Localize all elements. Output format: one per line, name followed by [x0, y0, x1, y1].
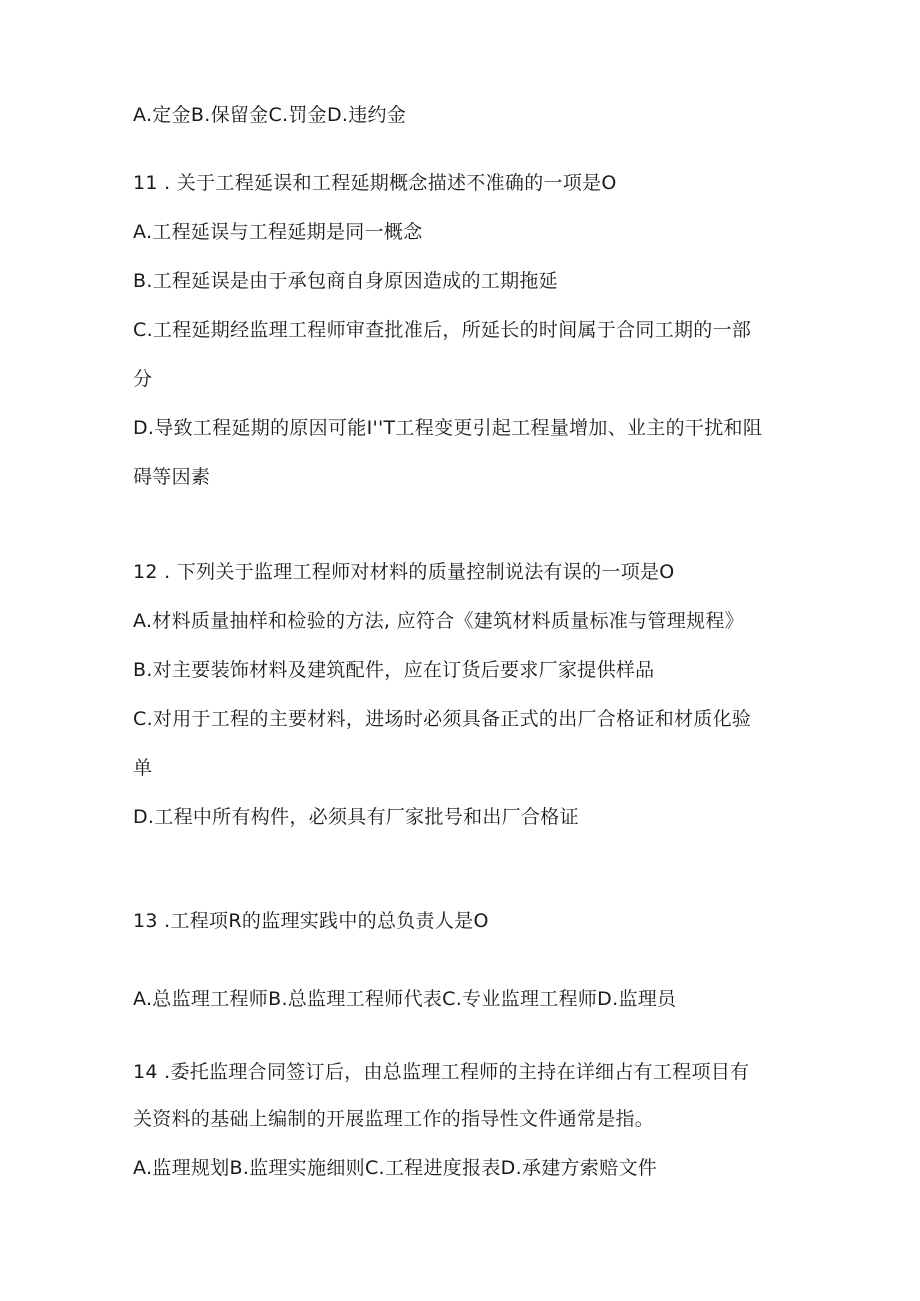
q13-options: A.总监理工程师B.总监理工程师代表C.专业监理工程师D.监理员 [133, 988, 677, 1010]
q12-question: 12 . 下列关于监理工程师对材料的质量控制说法有误的一项是O [133, 561, 675, 583]
q12-option-d: D.工程中所有构件，必须具有厂家批号和出厂合格证 [133, 806, 579, 828]
q11-option-d-line2: 碍等因素 [133, 466, 211, 488]
q14-options: A.监理规划B.监理实施细则C.工程进度报表D.承建方索赔文件 [133, 1157, 658, 1179]
q13-question: 13 .工程项R的监理实践中的总负责人是O [133, 910, 489, 932]
q11-question: 11 . 关于工程延误和工程延期概念描述不准确的一项是O [133, 172, 617, 194]
q11-option-c-line2: 分 [133, 368, 153, 390]
q11-option-c-line1: C.工程延期经监理工程师审查批准后，所延长的时间属于合同工期的一部 [133, 319, 752, 341]
q12-option-b: B.对主要装饰材料及建筑配件，应在订货后要求厂家提供样品 [133, 659, 655, 681]
q11-option-a: A.工程延误与工程延期是同一概念 [133, 221, 423, 243]
q12-option-a: A.材料质量抽样和检验的方法, 应符合《建筑材料质量标准与管理规程》 [133, 610, 744, 632]
q11-option-d-line1: D.导致工程延期的原因可能I''T工程变更引起工程量增加、业主的干扰和阻 [133, 417, 763, 439]
q12-option-c-line1: C.对用于工程的主要材料，进场时必须具备正式的出厂合格证和材质化验 [133, 708, 752, 730]
q10-options: A.定金B.保留金C.罚金D.违约金 [133, 104, 407, 126]
q11-option-b: B.工程延误是由于承包商自身原因造成的工期拖延 [133, 270, 558, 292]
q12-option-c-line2: 单 [133, 757, 153, 779]
q14-question-line2: 关资料的基础上编制的开展监理工作的指导性文件通常是指。 [133, 1108, 655, 1130]
q14-question-line1: 14 .委托监理合同签订后，由总监理工程师的主持在详细占有工程项目有 [133, 1061, 750, 1083]
